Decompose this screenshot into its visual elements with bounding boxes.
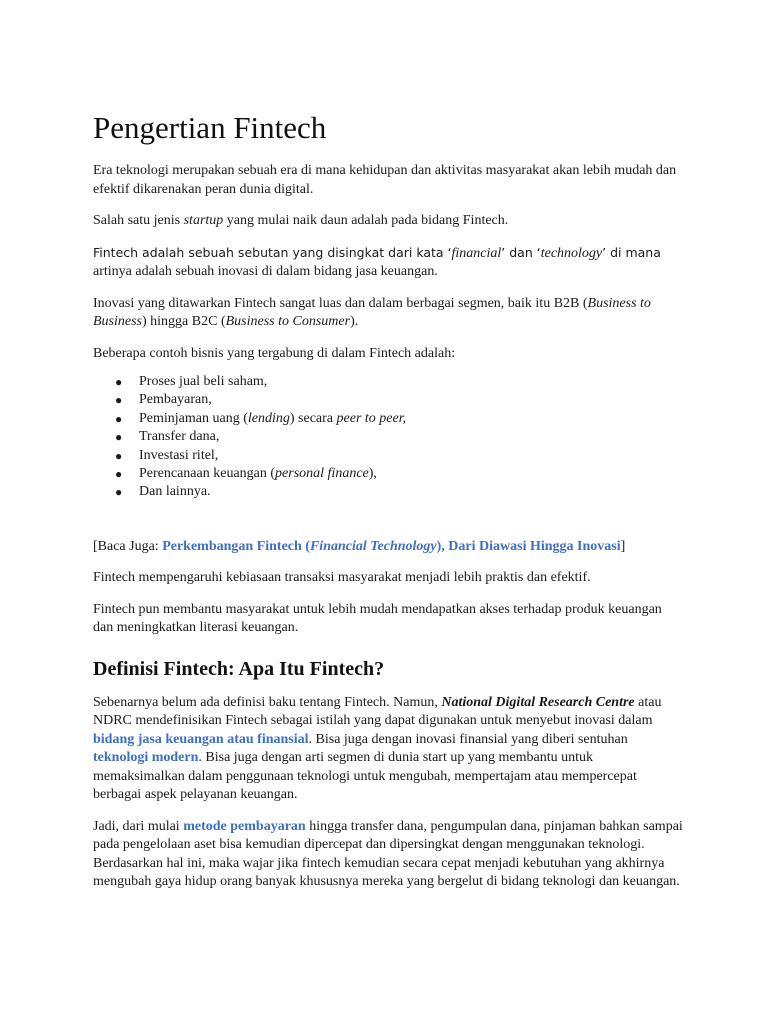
text-span: Fintech adalah sebuah sebutan yang disingkat dari kata ‘ — [93, 244, 452, 260]
list-item — [115, 483, 683, 501]
text-span: hingga transfer dana, pengumpulan dana, pinjaman bahkan sampai pada pengelolaan aset bisa kemudian dipercepat dan dipersingkat dengan menggunakan teknologi. Berdasarkan hal ini, maka wajar jika fintech kemudian secara cepat menjadi kebutuhan yang akhirnya mengubah gaya hidup orang banyak khususnya mereka yang bergelut di bidang teknologi dan keuangan. — [93, 818, 683, 890]
bullet-icon: ● — [115, 448, 123, 463]
baca-juga-line — [93, 538, 683, 557]
emphasis-b2c: Business to Consumer — [225, 314, 351, 329]
ndrc-name: National Digital Research Centre — [441, 694, 635, 710]
emphasis-financial: financial — [451, 245, 502, 261]
text-span: yang mulai naik daun adalah pada bidang Fintech. — [223, 213, 509, 228]
bullet-icon: ● — [115, 430, 123, 445]
intro-paragraph-3 — [93, 244, 683, 282]
bullet-icon: ● — [115, 375, 123, 389]
link-text: Perkembangan Fintech ( — [162, 538, 310, 554]
emphasis-personal-finance: personal finance — [275, 466, 369, 482]
bullet-icon: ● — [115, 411, 123, 426]
emphasis-lending: lending — [247, 410, 290, 426]
text-span: . Bisa juga dengan inovasi finansial yang diberi sentuhan — [308, 731, 628, 747]
intro-paragraph-2 — [93, 212, 683, 231]
text-span: ). — [350, 314, 359, 329]
emphasis-b2b: Business to Business — [93, 295, 651, 329]
spacer — [93, 502, 683, 538]
after-paragraph-1: Fintech mempengaruhi kebiasaan transaksi masyarakat menjadi lebih praktis dan efektif. — [93, 570, 591, 586]
list-item — [115, 447, 683, 465]
link-emphasis: Financial Technology — [309, 538, 437, 554]
list-item-text: Perencanaan keuangan ( — [139, 466, 276, 482]
link-bidang-jasa-keuangan[interactable]: bidang jasa keuangan atau finansial — [93, 731, 309, 747]
text-span: ) hingga B2C ( — [142, 314, 226, 329]
intro-paragraph-1: Era teknologi merupakan sebuah era di mana kehidupan dan aktivitas masyarakat akan lebih mudah dan efektif dikarenakan peran dunia digital. — [93, 163, 677, 197]
list-item-text: Transfer dana, — [139, 429, 220, 445]
list-item-text: Peminjaman uang ( — [139, 410, 248, 426]
section-heading: Definisi Fintech: Apa Itu Fintech? — [93, 657, 385, 680]
bullet-icon: ● — [115, 485, 123, 500]
text-span: Jadi, dari mulai — [93, 818, 184, 834]
bullet-icon: ● — [115, 467, 123, 482]
list-item-text: ) secara — [289, 410, 337, 426]
text-span: artinya adalah sebuah inovasi di dalam bidang jasa keuangan. — [93, 264, 438, 279]
list-item — [115, 428, 683, 446]
definition-paragraph-2 — [93, 818, 683, 892]
list-item-text: ), — [368, 466, 377, 482]
text-span: . Bisa juga dengan arti segmen di dunia start up yang membantu untuk memaksimalkan dalam penggunaan teknologi untuk mengubah, mempertajam atau mempercepat berbagai aspek pelayanan keuangan. — [93, 750, 637, 803]
list-item — [115, 410, 683, 428]
list-item-text: Dan lainnya. — [139, 484, 211, 500]
link-text: ), Dari Diawasi Hingga Inovasi — [436, 538, 621, 554]
text-span: atau NDRC mendefinisikan Fintech sebagai istilah yang dapat digunakan untuk menyebut inovasi dalam — [93, 694, 662, 729]
emphasis-peer-to-peer: peer to peer, — [336, 410, 407, 426]
intro-paragraph-4 — [93, 295, 683, 332]
bullet-icon: ● — [115, 393, 123, 408]
link-metode-pembayaran[interactable]: metode pembayaran — [183, 818, 306, 834]
text-span: ’ dan ‘ — [501, 244, 541, 260]
list-item-text: Investasi ritel, — [139, 447, 219, 463]
text-span: Sebenarnya belum ada definisi baku tentang Fintech. Namun, — [93, 694, 442, 710]
definition-paragraph-1 — [93, 694, 683, 805]
intro-paragraph-5: Beberapa contoh bisnis yang tergabung di dalam Fintech adalah: — [93, 345, 456, 361]
text-span: Inovasi yang ditawarkan Fintech sangat luas dan dalam berbagai segmen, baik itu B2B ( — [93, 295, 588, 311]
text-span: ] — [620, 538, 626, 554]
emphasis-startup: startup — [183, 213, 224, 228]
text-span: [Baca Juga: — [93, 538, 163, 554]
list-item — [115, 373, 683, 391]
emphasis-technology: technology — [540, 245, 603, 261]
list-item-text: Proses jual beli saham, — [139, 374, 268, 389]
text-span: ’ di mana — [602, 244, 661, 260]
list-item-text: Pembayaran, — [139, 392, 212, 408]
after-paragraph-2: Fintech pun membantu masyarakat untuk lebih mudah mendapatkan akses terhadap produk keuangan dan meningkatkan literasi keuangan. — [93, 601, 662, 636]
list-item — [115, 391, 683, 409]
fintech-examples-list — [93, 373, 683, 502]
text-span: Salah satu jenis — [93, 213, 184, 228]
baca-juga-link[interactable] — [162, 539, 620, 554]
page-title: Pengertian Fintech — [93, 110, 327, 145]
document-page — [93, 108, 683, 905]
list-item — [115, 465, 683, 483]
link-teknologi-modern[interactable]: teknologi modern — [93, 750, 199, 766]
